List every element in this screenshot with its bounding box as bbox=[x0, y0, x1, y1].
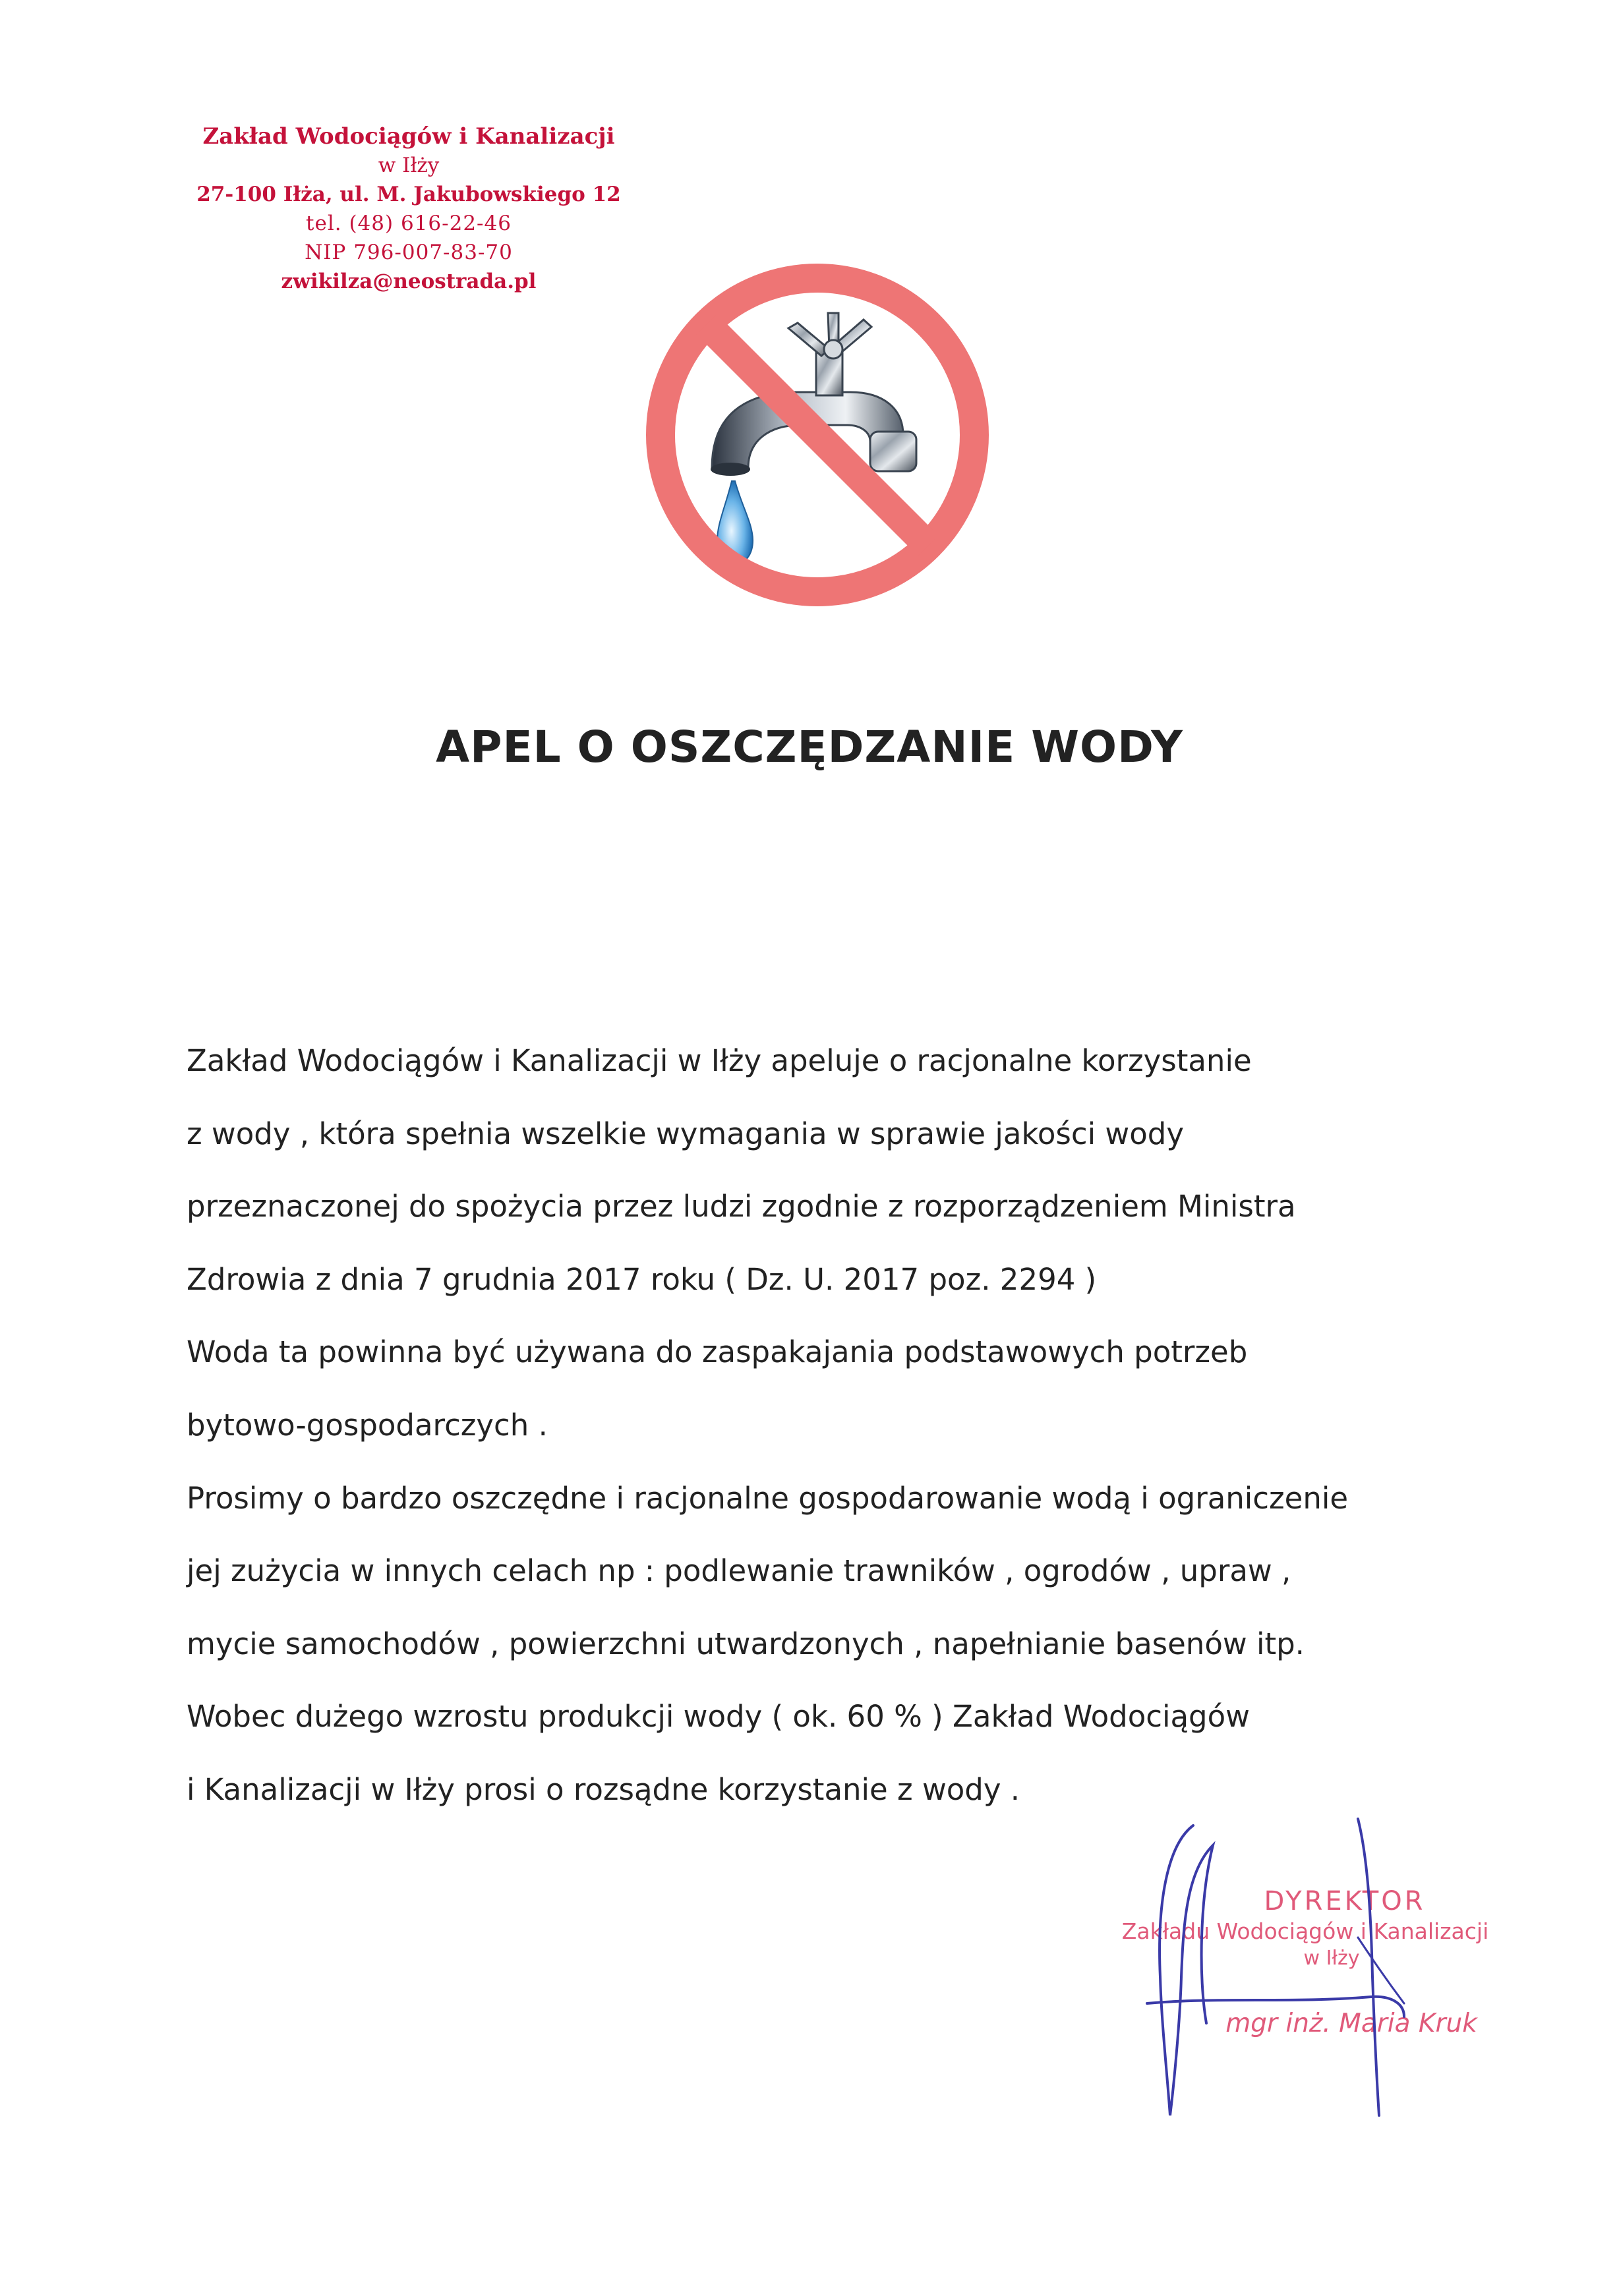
body-line: Prosimy o bardzo oszczędne i racjonalne gospodarowanie wodą i ograniczenie bbox=[187, 1480, 1349, 1516]
stamp-address: 27-100 Iłża, ul. M. Jakubowskiego 12 bbox=[196, 183, 621, 206]
handwritten-signature bbox=[1121, 1806, 1437, 2148]
body-line: Zakład Wodociągów i Kanalizacji w Iłży apeluje o racjonalne korzystanie bbox=[187, 1043, 1252, 1078]
body-line: bytowo-gospodarczych . bbox=[187, 1407, 548, 1443]
body-line: jej zużycia w innych celach np : podlewanie trawników , ogrodów , upraw , bbox=[187, 1553, 1291, 1589]
body-line: z wody , która spełnia wszelkie wymagania w sprawie jakości wody bbox=[187, 1116, 1184, 1151]
director-name: mgr inż. Maria Kruk bbox=[1225, 2009, 1477, 2038]
stamp-town: w Iłży bbox=[378, 154, 440, 177]
body-line: Woda ta powinna być używana do zaspakajania podstawowych potrzeb bbox=[187, 1335, 1248, 1370]
stamp-nip: NIP 796-007-83-70 bbox=[305, 241, 513, 264]
stamp-company-name: Zakład Wodociągów i Kanalizacji bbox=[202, 123, 615, 150]
no-water-tap-icon bbox=[633, 250, 1002, 619]
company-stamp bbox=[178, 122, 639, 296]
body-line: Wobec dużego wzrostu produkcji wody ( ok. 60 % ) Zakład Wodociągów bbox=[187, 1699, 1250, 1735]
body-line: mycie samochodów , powierzchni utwardzonych , napełnianie basenów itp. bbox=[187, 1626, 1305, 1661]
body-line: Zdrowia z dnia 7 grudnia 2017 roku ( Dz. U. 2017 poz. 2294 ) bbox=[187, 1261, 1097, 1297]
director-title: DYREKTOR bbox=[1264, 1886, 1426, 1916]
body-line: i Kanalizacji w Iłży prosi o rozsądne korzystanie z wody . bbox=[187, 1771, 1020, 1807]
appeal-body bbox=[187, 1025, 1505, 1827]
director-organization: Zakładu Wodociągów i Kanalizacji bbox=[1121, 1918, 1489, 1944]
page-title: APEL O OSZCZĘDZANIE WODY bbox=[436, 722, 1183, 772]
stamp-phone: tel. (48) 616-22-46 bbox=[306, 212, 512, 235]
stamp-email: zwikilza@neostrada.pl bbox=[281, 270, 537, 293]
director-location: w Iłży bbox=[1303, 1947, 1360, 1970]
body-line: przeznaczonej do spożycia przez ludzi zgodnie z rozporządzeniem Ministra bbox=[187, 1189, 1296, 1224]
